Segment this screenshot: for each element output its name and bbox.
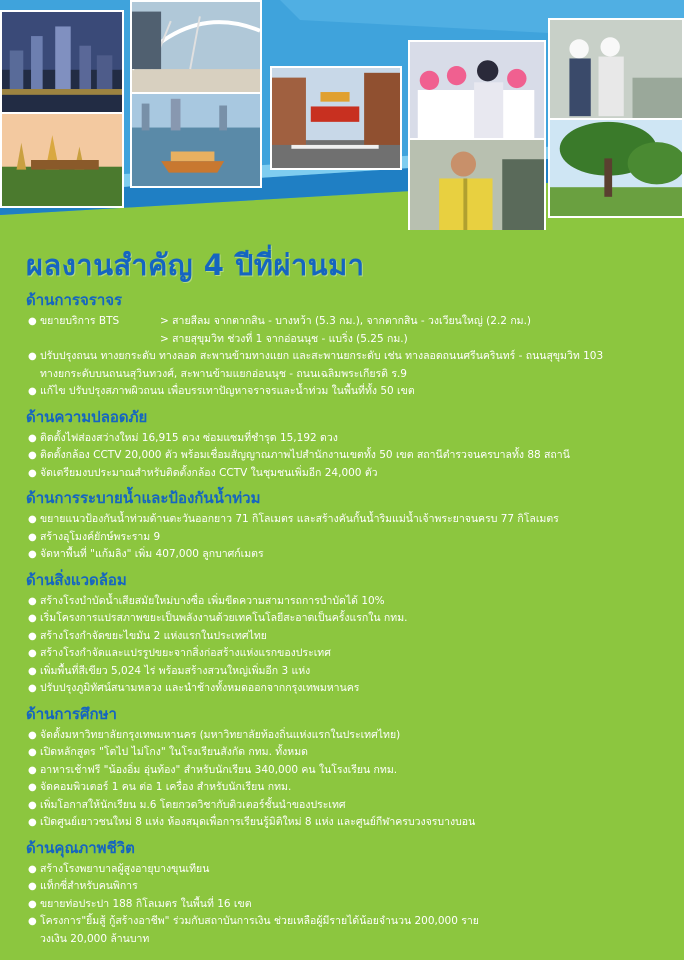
content <box>26 290 666 954</box>
bullet-icon: ● <box>28 881 37 892</box>
item-text: จัดตั้งมหาวิทยาลัยกรุงเทพมหานคร (มหาวิทยาลัยท้องถิ่นแห่งแรกในประเทศไทย) <box>40 728 401 741</box>
photo-park-trees <box>548 118 684 218</box>
item-text: จัดเตรียมงบประมาณสำหรับติดตั้งกล้อง CCTV ในชุมชนเพิ่มอีก 24,000 ตัว <box>40 466 378 479</box>
list-item <box>26 511 666 529</box>
list-item <box>26 762 666 780</box>
list-item <box>26 727 666 745</box>
page-title: ผลงานสำคัญ 4 ปีที่ผ่านมา <box>26 248 365 282</box>
bullet-icon: ● <box>28 351 37 362</box>
bullet-icon: ● <box>28 432 37 444</box>
item-text: ขยายท่อประปา 188 กิโลเมตร ในพื้นที่ 16 เขต <box>40 897 252 910</box>
bullet-icon: ● <box>28 916 37 927</box>
list-item <box>26 383 666 401</box>
photo-governor-yellow-jacket <box>408 138 546 230</box>
list-item <box>26 529 666 547</box>
list-item <box>26 814 666 832</box>
item-text: สร้างอุโมงค์ยักษ์พระราม 9 <box>40 530 161 543</box>
bullet-icon: ● <box>28 799 37 811</box>
bullet-icon: ● <box>28 898 37 910</box>
section-title-safety: ด้านความปลอดภัย <box>26 407 148 426</box>
list-item <box>26 546 666 564</box>
bullet-icon: ● <box>28 665 37 677</box>
bullet-icon: ● <box>28 648 37 659</box>
item-text: แก้ไข ปรับปรุงสภาพผิวถนน เพื่อบรรเทาปัญหาจราจรและน้ำท่วม ในพื้นที่ทั้ง 50 เขต <box>40 385 415 397</box>
bullet-icon: ● <box>28 467 37 479</box>
bullet-icon: ● <box>28 386 37 397</box>
bullet-icon: ● <box>28 683 37 694</box>
bullet-icon: ● <box>28 729 37 741</box>
item-text: เปิดหลักสูตร "โตไป ไม่โกง" ในโรงเรียนสังกัด กทม. ทั้งหมด <box>40 746 308 758</box>
section-traffic <box>26 290 666 401</box>
bullet-icon: ● <box>28 817 37 828</box>
item-text: เพิ่มโอกาสให้นักเรียน ม.6 โดยกวดวิชากับติวเตอร์ชั้นนำของประเทศ <box>40 798 346 811</box>
item-text: ติดตั้งกล้อง CCTV 20,000 ตัว พร้อมเชื่อมสัญญาณภาพไปสำนักงานเขตทั้ง 50 เขต สถานีตำรวจนครบาลทั้ง 88 สถานี <box>40 449 570 461</box>
list-item <box>26 779 666 797</box>
bullet-icon: ● <box>28 450 37 461</box>
list-item <box>26 593 666 611</box>
list-item <box>26 447 666 465</box>
item-text: จัดคอมพิวเตอร์ 1 คน ต่อ 1 เครื่อง สำหรับนักเรียน กทม. <box>40 781 292 793</box>
list-item <box>26 680 666 698</box>
section-title-quality-of-life: ด้านคุณภาพชีวิต <box>26 838 135 857</box>
item-text: แท็กซี่สำหรับคนพิการ <box>40 880 138 892</box>
item-text: เพิ่มพื้นที่สีเขียว 5,024 ไร่ พร้อมสร้างสวนใหญ่เพิ่มอีก 3 แห่ง <box>40 664 311 677</box>
item-text: ติดตั้งไฟส่องสว่างใหม่ 16,915 ดวง ซ่อมแซมที่ชำรุด 15,192 ดวง <box>40 431 338 444</box>
item-text: สร้างโรงกำจัดและแปรรูปขยะจากสิ่งก่อสร้างแห่งแรกของประเทศ <box>40 647 331 659</box>
section-education <box>26 704 666 832</box>
list-item <box>26 313 666 348</box>
item-text: ปรับปรุงถนน ทางยกระดับ ทางลอด สะพานข้ามทางแยก และสะพานยกระดับ เช่น ทางลอดถนนศรีนครินทร์ - ถนนสุขุมวิท 103 <box>40 350 604 362</box>
bullet-icon: ● <box>28 782 37 793</box>
list-item <box>26 610 666 628</box>
section-title-environment: ด้านสิ่งแวดล้อม <box>26 570 127 589</box>
item-text: อาหารเช้าฟรี "น้องอิ่ม อุ่นท้อง" สำหรับนักเรียน 340,000 คน ในโรงเรียน กทม. <box>40 763 398 776</box>
list-item <box>26 348 666 383</box>
bullet-icon: ● <box>28 595 37 607</box>
bullet-icon: ● <box>28 316 37 327</box>
item-text: จัดหาพื้นที่ "แก้มลิง" เพิ่ม 407,000 ลูกบาศก์เมตร <box>40 548 264 560</box>
item-text: เปิดศูนย์เยาวชนใหม่ 8 แห่ง ห้องสมุดเพื่อการเรียนรู้มิติใหม่ 8 แห่ง และศูนย์กีฬาครบวงจรบางบอน <box>40 816 476 828</box>
list-item <box>26 861 666 879</box>
section-quality-of-life <box>26 838 666 949</box>
photo-bridge <box>130 0 262 96</box>
bullet-icon: ● <box>28 630 37 642</box>
photo-school-children <box>408 40 546 140</box>
item-text: เริ่มโครงการแปรสภาพขยะเป็นพลังงานด้วยเทคโนโลยีสะอาดเป็นครั้งแรกใน กทม. <box>40 612 408 624</box>
bullet-icon: ● <box>28 531 37 543</box>
item-text: สร้างโรงพยาบาลผู้สูงอายุบางขุนเทียน <box>40 862 210 875</box>
bullet-icon: ● <box>28 613 37 624</box>
list-item <box>26 645 666 663</box>
bullet-icon: ● <box>28 549 37 560</box>
section-drainage <box>26 488 666 564</box>
photo-city-skyline-night <box>0 10 124 118</box>
list-item <box>26 628 666 646</box>
bullet-icon: ● <box>28 863 37 875</box>
item-text: สร้างโรงบำบัดน้ำเสียสมัยใหม่บางซื่อ เพิ่มขีดความสามารถการบำบัดได้ 10% <box>40 594 385 607</box>
item-text: โครงการ"ยิ้มสู้ กู้สร้างอาชีพ" ร่วมกับสถาบันการเงิน ช่วยเหลือผู้มีรายได้น้อยจำนวน 200,000 ราย <box>40 915 479 927</box>
list-item <box>26 797 666 815</box>
list-item <box>26 663 666 681</box>
photo-river-boat <box>130 92 262 188</box>
bullet-icon: ● <box>28 747 37 758</box>
bullet-icon: ● <box>28 764 37 776</box>
list-item <box>26 744 666 762</box>
section-title-traffic: ด้านการจราจร <box>26 291 123 309</box>
section-environment <box>26 570 666 698</box>
list-item <box>26 913 666 948</box>
list-item <box>26 465 666 483</box>
item-text-cont: ทางยกระดับบนถนนสุวินทวงศ์, สะพานข้ามแยกอ่อนนุช - ถนนเฉลิมพระเกียรติ ร.9 <box>40 367 407 380</box>
section-safety <box>26 407 666 483</box>
list-item <box>26 896 666 914</box>
list-item <box>26 430 666 448</box>
header-collage <box>0 0 684 230</box>
photo-temple <box>0 112 124 208</box>
item-text: ปรับปรุงภูมิทัศน์สนามหลวง และนำช้างทั้งหมดออกจากกรุงเทพมหานคร <box>40 682 360 694</box>
item-text: ขยายแนวป้องกันน้ำท่วมด้านตะวันออกยาว 71 กิโลเมตร และสร้างคันกั้นน้ำริมแม่น้ำเจ้าพระยาจนครบ 77 กิโลเมตร <box>40 513 559 525</box>
section-title-drainage: ด้านการระบายน้ำและป้องกันน้ำท่วม <box>26 489 261 507</box>
bts-label: ขยายบริการ BTS <box>40 315 120 327</box>
item-text-cont: วงเงิน 20,000 ล้านบาท <box>40 932 150 945</box>
bts-line-silom: > สายสีลม จากตากสิน - บางหว้า (5.3 กม.), จากตากสิน - วงเวียนใหญ่ (2.2 กม.) <box>160 315 532 327</box>
bts-line-sukhumvit: > สายสุขุมวิท ช่วงที่ 1 จากอ่อนนุช - แบริ่ง (5.25 กม.) <box>160 332 408 345</box>
section-title-education: ด้านการศึกษา <box>26 704 117 723</box>
item-text: สร้างโรงกำจัดขยะไขมัน 2 แห่งแรกในประเทศไทย <box>40 629 267 642</box>
photo-officials-inspection <box>548 18 684 122</box>
list-item <box>26 878 666 896</box>
photo-chinatown-street <box>270 66 402 170</box>
bullet-icon: ● <box>28 514 37 525</box>
